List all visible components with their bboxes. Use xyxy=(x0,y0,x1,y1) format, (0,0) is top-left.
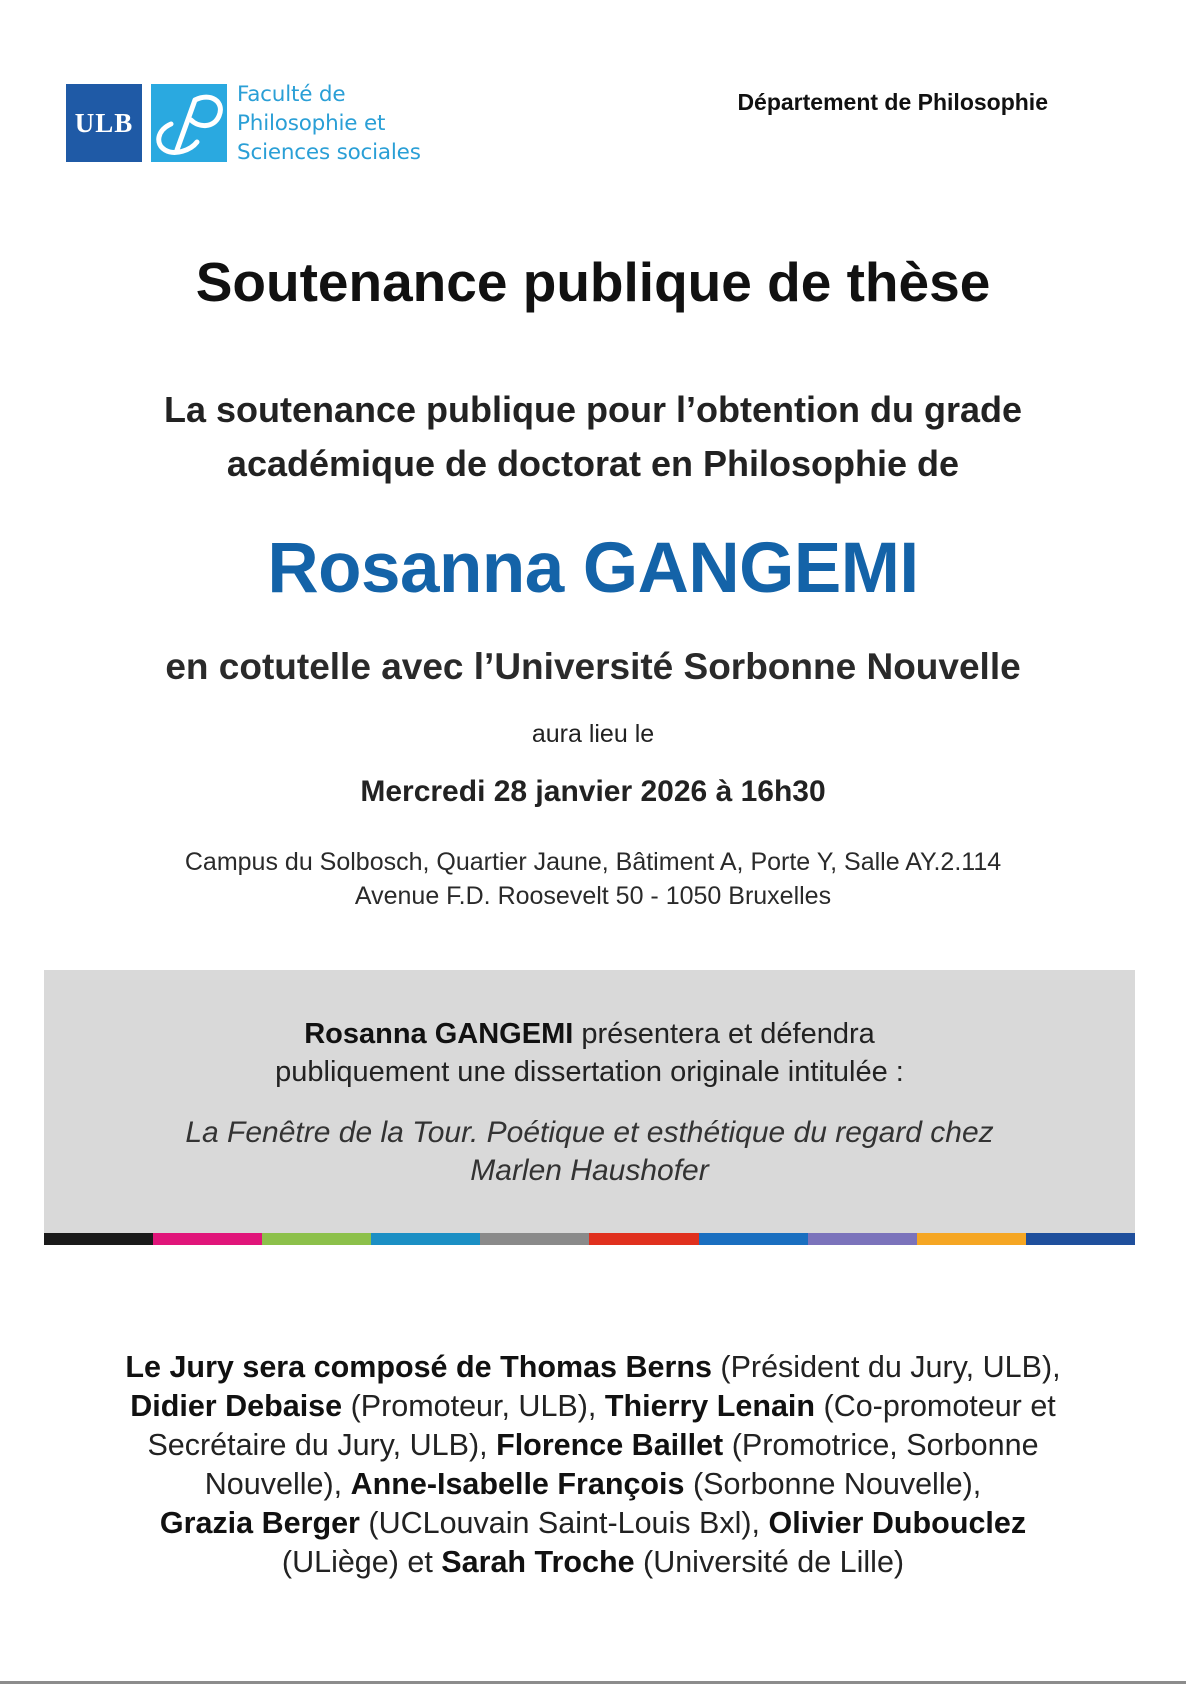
jury-member-name: Grazia Berger xyxy=(159,1506,360,1540)
department-name: Département de Philosophie xyxy=(737,89,1048,115)
jury-member-role: (Co-promoteur et xyxy=(823,1389,1056,1423)
subtitle-line: La soutenance publique pour l’obtention du grade xyxy=(163,389,1022,430)
stripe-segment xyxy=(371,1233,480,1245)
ulb-faculty-logo xyxy=(66,81,421,165)
stripe-segment xyxy=(808,1233,917,1245)
stripe-segment xyxy=(917,1233,1026,1245)
subtitle xyxy=(0,383,1186,491)
jury-line xyxy=(0,1348,1186,1387)
jury-line xyxy=(0,1504,1186,1543)
thesis-title xyxy=(44,1114,1135,1190)
jury-member-role: (Promotrice, Sorbonne xyxy=(731,1428,1039,1462)
stripe-segment xyxy=(589,1233,698,1245)
jury-member-name: Thierry Lenain xyxy=(604,1389,816,1423)
faculty-name-line: Faculté de xyxy=(237,81,346,107)
jury-member-name: Olivier Dubouclez xyxy=(768,1506,1027,1540)
jury-member-role: (UCLouvain Saint-Louis Bxl), xyxy=(368,1506,760,1540)
aura-lieu-text: aura lieu le xyxy=(531,720,655,748)
jury-member-name: Didier Debaise xyxy=(130,1389,343,1423)
stripe-segment xyxy=(480,1233,589,1245)
jury-intro: Le Jury sera composé de xyxy=(125,1350,492,1384)
jury-member-role: (Université de Lille) xyxy=(643,1545,905,1579)
venue-address xyxy=(0,845,1186,913)
ulb-logo-badge: ULB xyxy=(66,84,142,162)
candidate-name: Rosanna GANGEMI xyxy=(267,529,919,608)
jury-member-name: Anne-Isabelle François xyxy=(350,1467,685,1501)
dissertation-box xyxy=(44,970,1135,1233)
address-line: Avenue F.D. Roosevelt 50 - 1050 Bruxelles xyxy=(354,882,832,910)
presentation-line-rest: présentera et défendra xyxy=(573,1018,875,1050)
stripe-segment xyxy=(262,1233,371,1245)
jury-member-role: (Sorbonne Nouvelle), xyxy=(692,1467,982,1501)
faculty-name-line: Sciences sociales xyxy=(237,139,421,165)
jury-member-role: Secrétaire du Jury, ULB), xyxy=(147,1428,488,1462)
jury-member-role: (Promoteur, ULB), xyxy=(350,1389,597,1423)
jury-line xyxy=(0,1543,1186,1582)
presentation-line xyxy=(44,1015,1135,1053)
cotutelle-note: en cotutelle avec l’Université Sorbonne Nouvelle xyxy=(165,646,1021,687)
jury-line xyxy=(0,1465,1186,1504)
presentation-line: publiquement une dissertation originale intitulée : xyxy=(275,1056,904,1088)
stripe-segment xyxy=(1026,1233,1135,1245)
presenter-name: Rosanna GANGEMI xyxy=(304,1018,574,1050)
stripe-segment xyxy=(44,1233,153,1245)
jury-member-name: Thomas Berns xyxy=(500,1350,712,1384)
address-line: Campus du Solbosch, Quartier Jaune, Bâtiment A, Porte Y, Salle AY.2.114 xyxy=(184,848,1002,876)
thesis-title-line: Marlen Haushofer xyxy=(470,1154,709,1187)
jury-member-role: (ULiège) et xyxy=(281,1545,433,1579)
jury-member-name: Florence Baillet xyxy=(496,1428,724,1462)
subtitle-line: académique de doctorat en Philosophie de xyxy=(226,443,960,484)
jury-member-role: Nouvelle), xyxy=(204,1467,343,1501)
jury-line xyxy=(0,1426,1186,1465)
color-stripe xyxy=(44,1233,1135,1245)
faculty-logo-mark-icon xyxy=(151,84,227,162)
stripe-segment xyxy=(699,1233,808,1245)
jury-composition xyxy=(0,1348,1186,1582)
faculty-name-line: Philosophie et xyxy=(237,110,386,136)
jury-line xyxy=(0,1387,1186,1426)
presentation-text xyxy=(44,1015,1135,1091)
faculty-name xyxy=(237,80,421,167)
jury-member-name: Sarah Troche xyxy=(441,1545,635,1579)
jury-member-role: (Président du Jury, ULB), xyxy=(720,1350,1061,1384)
thesis-title-line: La Fenêtre de la Tour. Poétique et esthétique du regard chez xyxy=(185,1116,994,1149)
defense-date: Mercredi 28 janvier 2026 à 16h30 xyxy=(360,775,826,808)
page-title: Soutenance publique de thèse xyxy=(195,251,991,313)
stripe-segment xyxy=(153,1233,262,1245)
